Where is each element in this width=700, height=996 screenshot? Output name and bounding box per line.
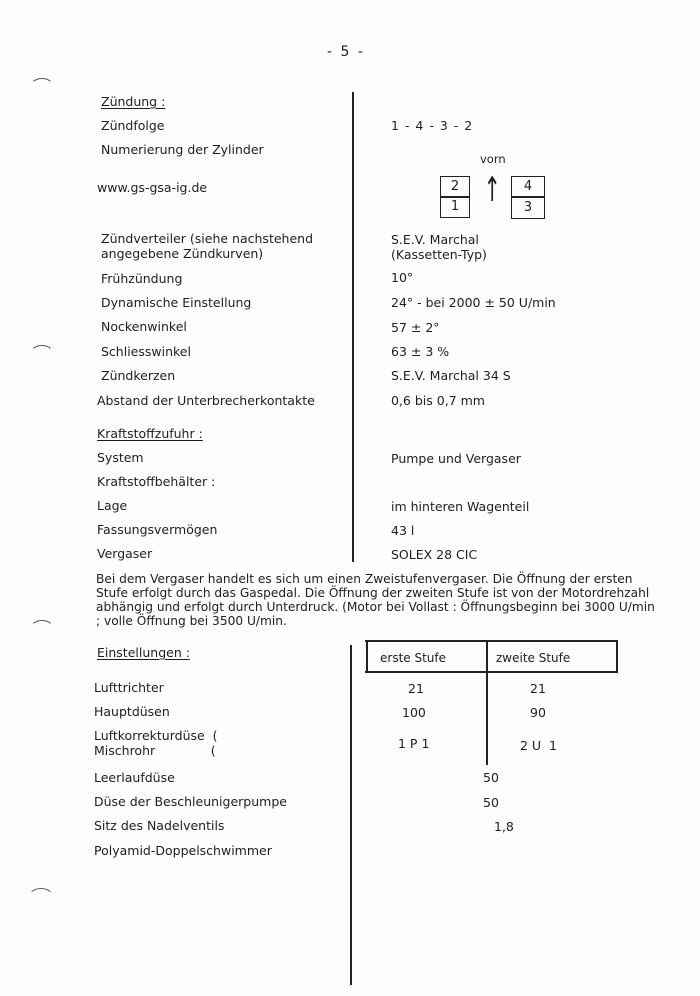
arrow-up-icon: ↑ [483, 170, 501, 210]
cylinder-numbering-label: Numerierung der Zylinder [101, 142, 264, 157]
front-label: vorn [480, 152, 506, 166]
float-label: Polyamid-Doppelschwimmer [94, 843, 272, 858]
accelerator-pump-jet-label: Düse der Beschleunigerpumpe [94, 794, 287, 809]
air-correction-first-value: 1 P 1 [398, 736, 430, 751]
contact-gap-value: 0,6 bis 0,7 mm [391, 393, 485, 408]
carburetor-label: Vergaser [97, 546, 153, 561]
air-correction-second-value: 2 U 1 [520, 738, 557, 753]
page-number: - 5 - [327, 44, 365, 60]
timing-label: Frühzündung [101, 271, 183, 286]
spark-plugs-label: Zündkerzen [101, 368, 176, 383]
fuel-system-label: System [97, 450, 144, 465]
table-top-border [365, 640, 618, 642]
cam-angle-label: Nockenwinkel [101, 319, 187, 334]
spark-plugs-value: S.E.V. Marchal 34 S [391, 368, 511, 383]
punch-mark [30, 345, 54, 363]
emulsion-tube-label: Mischrohr ( [94, 743, 216, 758]
column-header-second-stage: zweite Stufe [496, 651, 571, 665]
column-divider [350, 645, 352, 985]
main-jets-first-value: 100 [402, 705, 426, 720]
column-divider [352, 92, 354, 562]
fuel-system-value: Pumpe und Vergaser [391, 451, 521, 466]
column-header-first-stage: erste Stufe [380, 651, 447, 665]
punch-mark [28, 888, 54, 908]
main-jets-second-value: 90 [530, 705, 546, 720]
cylinder-box-right [511, 176, 545, 219]
table-header-border [365, 671, 618, 673]
punch-mark [30, 78, 54, 96]
main-jets-label: Hauptdüsen [94, 704, 170, 719]
punch-mark [30, 620, 54, 638]
dwell-angle-label: Schliesswinkel [101, 344, 191, 359]
needle-valve-seat-label: Sitz des Nadelventils [94, 818, 225, 833]
table-left-border [366, 640, 368, 672]
cylinder-1: 1 [450, 199, 460, 214]
cylinder-3: 3 [523, 200, 533, 215]
dynamic-timing-label: Dynamische Einstellung [101, 295, 252, 310]
fuel-tank-label: Kraftstoffbehälter : [97, 474, 216, 489]
cam-angle-value: 57 ± 2° [391, 320, 440, 335]
tank-location-label: Lage [97, 498, 128, 513]
table-middle-border [486, 640, 488, 765]
tank-capacity-value: 43 l [391, 523, 415, 538]
needle-valve-seat-value: 1,8 [494, 819, 514, 834]
tank-location-value: im hinteren Wagenteil [391, 499, 530, 514]
distributor-label-2: angegebene Zündkurven) [101, 246, 264, 261]
dynamic-timing-value: 24° - bei 2000 ± 50 U/min [391, 295, 556, 310]
settings-heading: Einstellungen : [97, 645, 190, 660]
contact-gap-label: Abstand der Unterbrecherkontakte [97, 393, 315, 408]
venturi-first-value: 21 [408, 681, 424, 696]
firing-order-value: 1 - 4 - 3 - 2 [391, 118, 474, 133]
idle-jet-label: Leerlaufdüse [94, 770, 175, 785]
accelerator-pump-jet-value: 50 [483, 795, 499, 810]
carburetor-value: SOLEX 28 CIC [391, 547, 478, 562]
website-watermark: www.gs-gsa-ig.de [97, 180, 208, 195]
box-divider [512, 196, 544, 198]
distributor-value-1: S.E.V. Marchal [391, 232, 479, 247]
timing-value: 10° [391, 270, 414, 285]
tank-capacity-label: Fassungsvermögen [97, 522, 218, 537]
cylinder-4: 4 [523, 179, 533, 194]
ignition-heading: Zündung : [101, 94, 166, 109]
air-correction-jet-label: Luftkorrekturdüse ( [94, 728, 218, 743]
table-right-border [616, 640, 618, 672]
cylinder-2: 2 [450, 179, 460, 194]
carburetor-description: Bei dem Vergaser handelt es sich um einen Zweistufenvergaser. Die Öffnung der ersten Stufe erfolgt durch das Gaspedal. Die Öffnung der zweiten Stufe ist von der Motordrehzahl abhängig und erfolgt durch Unterdruck. (Motor bei Vollast : Öffnungsbeginn bei 3000 U/min ; volle Öffnung bei 3500 U/min. [96, 572, 655, 628]
dwell-angle-value: 63 ± 3 % [391, 344, 450, 359]
fuel-heading: Kraftstoffzufuhr : [97, 426, 203, 441]
venturi-second-value: 21 [530, 681, 546, 696]
idle-jet-value: 50 [483, 770, 499, 785]
firing-order-label: Zündfolge [101, 118, 165, 133]
cylinder-box-left [440, 176, 470, 218]
distributor-value-2: (Kassetten-Typ) [391, 247, 487, 262]
venturi-label: Lufttrichter [94, 680, 164, 695]
distributor-label-1: Zündverteiler (siehe nachstehend [101, 231, 313, 246]
